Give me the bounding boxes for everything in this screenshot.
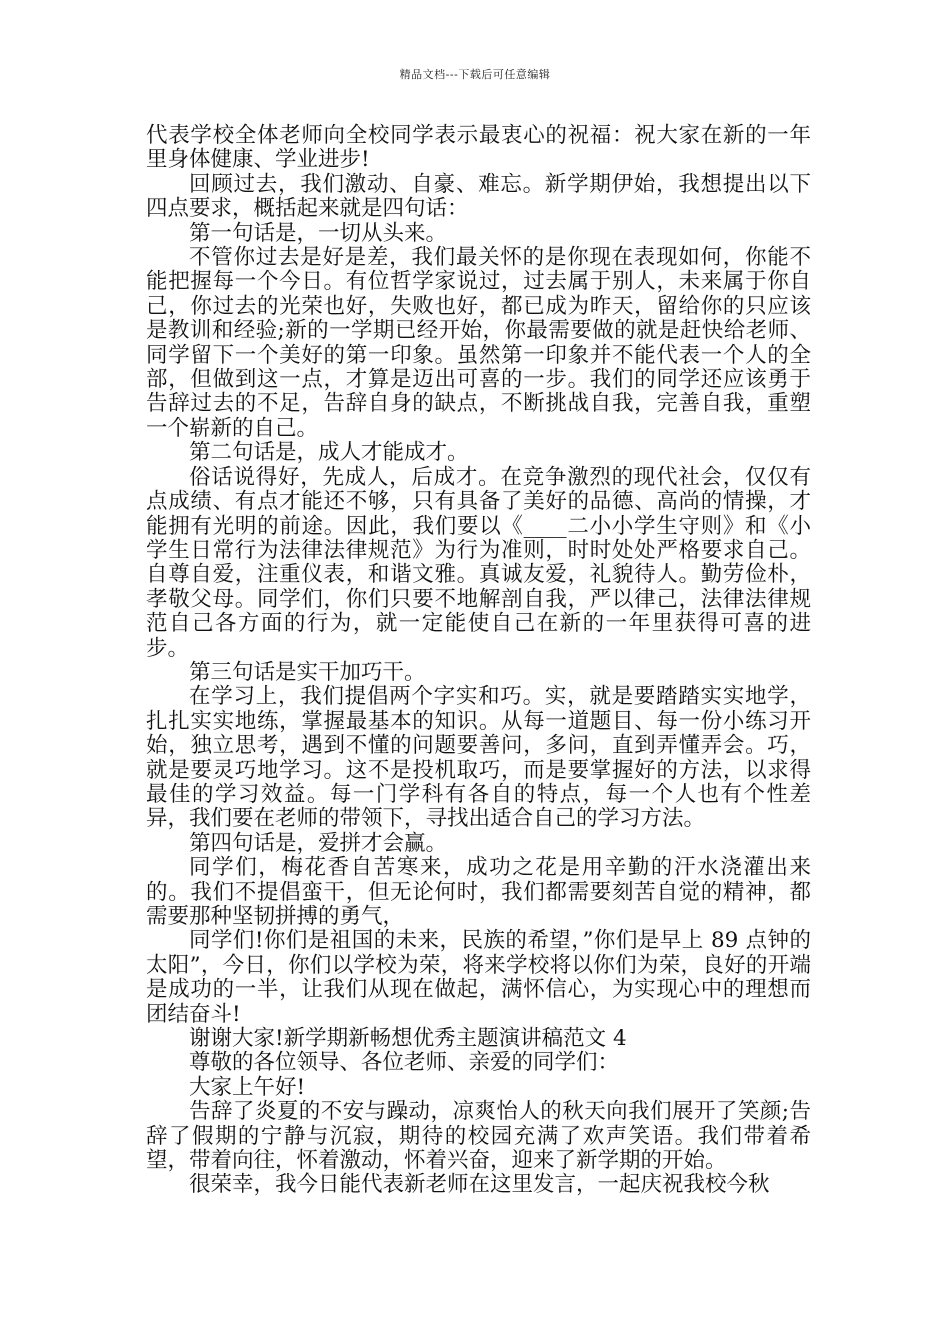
page-header-note: 精品文档---下载后可任意编辑 [399,68,551,81]
paragraph: 第一句话是，一切从头来。 [189,220,448,246]
paragraph: 同学们!你们是祖国的未来，民族的希望，”你们是早上 89 点钟的太阳”，今日，你们以学校为荣，将来学校将以你们为荣，良好的开端是成功的一半，让我们从现在做起，满怀信心，为实现心中的理想而团结奋斗! [146,928,811,1027]
paragraph: 俗话说得好，先成人，后成才。在竞争激烈的现代社会，仅仅有点成绩、有点才能还不够，只有具备了美好的品德、高尚的情操，才能拥有光明的前途。因此，我们要以《____二小小学生守则》和《小学生日常行为法律法律规范》为行为准则，时时处处严格要求自己。自尊自爱，注重仪表，和谐文雅。真诚友爱，礼貌待人。勤劳俭朴，孝敬父母。同学们，你们只要不地解剖自我，严以律己，法律法律规范自己各方面的行为，就一定能使自己在新的一年里获得可喜的进步。 [146,464,811,661]
paragraph: 谢谢大家!新学期新畅想优秀主题演讲稿范文 4 [189,1026,627,1052]
paragraph: 同学们，梅花香自苦寒来，成功之花是用辛勤的汗水浇灌出来的。我们不提倡蛮干，但无论何时，我们都需要刻苦自觉的精神，都需要那种坚韧拼搏的勇气， [146,855,811,929]
paragraph: 第三句话是实干加巧干。 [189,659,426,685]
paragraph: 在学习上，我们提倡两个字实和巧。实，就是要踏踏实实地学，扎扎实实地练，掌握最基本的知识。从每一道题目、每一份小练习开始，独立思考，遇到不懂的问题要善问，多问，直到弄懂弄会。巧，就是要灵巧地学习。这不是投机取巧，而是要掌握好的方法，以求得最佳的学习效益。每一门学科有各自的特点，每一个人也有个性差异，我们要在老师的带领下，寻找出适合自己的学习方法。 [146,684,811,832]
paragraph: 第四句话是，爱拼才会赢。 [189,830,448,856]
paragraph: 大家上午好! [189,1074,306,1100]
paragraph: 告辞了炎夏的不安与躁动，凉爽怡人的秋天向我们展开了笑颜;告辞了假期的宁静与沉寂，期待的校园充满了欢声笑语。我们带着希望，带着向往，怀着激动，怀着兴奋，迎来了新学期的开始。 [146,1099,811,1174]
paragraph: 很荣幸，我今日能代表新老师在这里发言，一起庆祝我校今秋 [189,1172,770,1198]
paragraph: 第二句话是，成人才能成才。 [189,440,469,466]
paragraph: 尊敬的各位领导、各位老师、亲爱的同学们： [189,1050,620,1076]
paragraph: 不管你过去是好是差，我们最关怀的是你现在表现如何，你能不能把握每一个今日。有位哲学家说过，过去属于别人，未来属于你自己，你过去的光荣也好，失败也好，都已成为昨天，留给你的只应该是教训和经验;新的一学期已经开始，你最需要做的就是赶快给老师、同学留下一个美好的第一印象。虽然第一印象并不能代表一个人的全部，但做到这一点，才算是迈出可喜的一步。我们的同学还应该勇于告辞过去的不足，告辞自身的缺点，不断挑战自我，完善自我，重塑一个崭新的自己。 [146,245,811,441]
document-body [146,124,811,1198]
paragraph: 回顾过去，我们激动、自豪、难忘。新学期伊始，我想提出以下四点要求，概括起来就是四句话： [146,171,811,222]
paragraph: 代表学校全体老师向全校同学表示最衷心的祝福：祝大家在新的一年里身体健康、学业进步! [146,123,811,173]
